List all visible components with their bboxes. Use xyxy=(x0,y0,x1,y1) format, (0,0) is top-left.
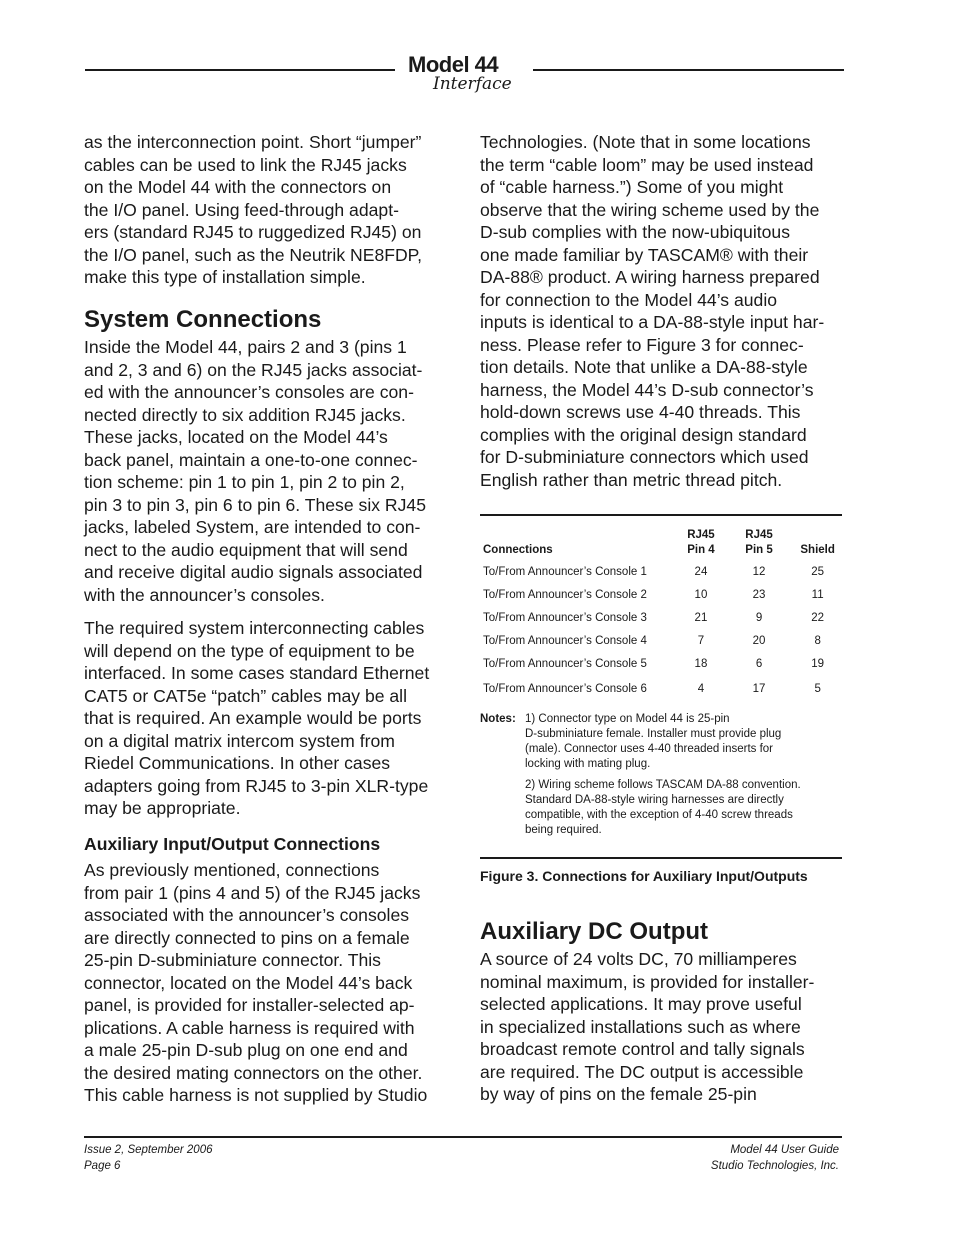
text-line: jacks, labeled System, are intended to con- xyxy=(84,517,421,537)
text-line: D-sub complies with the now-ubiquitous xyxy=(480,222,790,242)
text-line: plications. A cable harness is required with xyxy=(84,1017,415,1038)
text-line: on a digital matrix intercom system from xyxy=(84,730,395,751)
note-2 xyxy=(525,778,801,838)
system-connections-heading: System Connections xyxy=(84,306,322,333)
text-line: adapters going from RJ45 to 3-pin XLR-type xyxy=(84,775,429,796)
text-line: that is required. An example would be ports xyxy=(84,708,422,728)
figure-caption: Figure 3. Connections for Auxiliary Input/Outputs xyxy=(480,868,808,884)
text-line: with the announcer’s consoles. xyxy=(84,584,325,605)
aux-io-heading: Auxiliary Input/Output Connections xyxy=(84,834,381,854)
table-row xyxy=(480,652,841,675)
figure-bottom-rule xyxy=(480,857,842,859)
row-pin5: 20 xyxy=(752,634,766,647)
row-connection-name: To/From Announcer’s Console 6 xyxy=(483,683,647,696)
text-line: These jacks, located on the Model 44’s xyxy=(84,427,388,447)
text-line: a male 25-pin D-sub plug on one end and xyxy=(84,1040,408,1060)
row-pin4: 4 xyxy=(697,683,705,696)
text-line: 25-pin D-subminiature connector. This xyxy=(84,950,381,970)
table-row xyxy=(480,557,841,584)
right-intro-paragraph xyxy=(480,131,824,491)
text-line: will depend on the type of equipment to be xyxy=(84,640,415,661)
notes-label: Notes: xyxy=(480,713,516,725)
text-line: from pair 1 (pins 4 and 5) of the RJ45 jacks xyxy=(84,882,421,903)
column-header-pin4 xyxy=(678,528,724,557)
column-header-shield: Shield xyxy=(800,543,835,556)
note-line: D-subminiature female. Installer must provide plug xyxy=(525,728,782,740)
note-line: (male). Connector uses 4-40 threaded inserts for xyxy=(525,743,774,755)
text-line: selected applications. It may prove useful xyxy=(480,994,802,1014)
text-line: The required system interconnecting cables xyxy=(84,618,425,638)
aux-io-paragraph xyxy=(84,859,427,1107)
text-line: complies with the original design standard xyxy=(480,424,807,445)
table-row xyxy=(480,629,841,652)
text-line: back panel, maintain a one-to-one connec- xyxy=(84,449,418,470)
text-line: cables can be used to link the RJ45 jacks xyxy=(84,154,407,175)
text-line: and 2, 3 and 6) on the RJ45 jacks associat- xyxy=(84,359,423,380)
text-line: for D-subminiature connectors which used xyxy=(480,447,809,467)
footer-guide-title: Model 44 User Guide xyxy=(730,1144,839,1156)
row-pin4: 7 xyxy=(697,634,705,647)
text-line: on the Model 44 with the connectors on xyxy=(84,177,392,197)
row-connection-name: To/From Announcer’s Console 4 xyxy=(483,634,647,647)
row-pin4: 24 xyxy=(694,566,708,579)
header-model-title: Model 44 xyxy=(408,52,499,77)
header-rule-left xyxy=(85,69,395,71)
row-shield: 5 xyxy=(814,683,821,696)
text-line: ness. Please refer to Figure 3 for connec- xyxy=(480,334,804,355)
text-line: the term “cable loom” may be used instead xyxy=(480,154,814,175)
aux-dc-output-paragraph xyxy=(480,948,814,1106)
note-line: being required. xyxy=(525,824,602,836)
figure-top-rule xyxy=(480,514,842,516)
text-line: associated with the announcer’s consoles xyxy=(84,905,410,925)
aux-dc-output-heading: Auxiliary DC Output xyxy=(480,918,709,945)
text-line: As previously mentioned, connections xyxy=(84,860,380,880)
text-line: observe that the wiring scheme used by the xyxy=(480,199,820,220)
text-line: interfaced. In some cases standard Ethernet xyxy=(84,663,430,683)
footer-page-number: Page 6 xyxy=(84,1159,121,1172)
note-line: locking with mating plug. xyxy=(525,758,651,770)
text-line: tion scheme: pin 1 to pin 1, pin 2 to pin 2, xyxy=(84,472,405,492)
note-1 xyxy=(525,712,781,772)
text-line: are directly connected to pins on a female xyxy=(84,927,410,948)
text-line: connector, located on the Model 44’s back xyxy=(84,972,413,993)
connections-table xyxy=(480,528,841,701)
text-line: nominal maximum, is provided for installer- xyxy=(480,971,815,992)
row-shield: 22 xyxy=(811,611,825,624)
footer-company: Studio Technologies, Inc. xyxy=(710,1159,839,1172)
text-line: English rather than metric thread pitch. xyxy=(480,469,783,490)
row-pin4: 10 xyxy=(694,589,708,602)
pin5-header-bottom: Pin 5 xyxy=(745,543,773,556)
row-shield: 25 xyxy=(811,566,825,579)
note-line: compatible, with the exception of 4-40 screw threads xyxy=(525,809,793,821)
row-pin4: 21 xyxy=(694,611,708,624)
text-line: pin 3 to pin 3, pin 6 to pin 6. These six RJ45 xyxy=(84,494,426,515)
column-header-pin5 xyxy=(724,528,795,557)
row-connection-name: To/From Announcer’s Console 2 xyxy=(483,589,647,602)
row-connection-name: To/From Announcer’s Console 5 xyxy=(483,657,647,670)
text-line: panel, is provided for installer-selected ap- xyxy=(84,995,415,1015)
text-line: are required. The DC output is accessible xyxy=(480,1061,804,1082)
text-line: Riedel Communications. In other cases xyxy=(84,753,391,773)
footer-rule xyxy=(84,1136,842,1138)
text-line: ers (standard RJ45 to ruggedized RJ45) on xyxy=(84,222,422,242)
pin4-header-bottom: Pin 4 xyxy=(687,543,715,556)
text-line: the desired mating connectors on the other. xyxy=(84,1062,423,1083)
text-line: A source of 24 volts DC, 70 milliamperes xyxy=(480,949,797,969)
pin5-header-top: RJ45 xyxy=(745,529,773,541)
note-line: 1) Connector type on Model 44 is 25-pin xyxy=(525,713,730,725)
note-line: Standard DA-88-style wiring harnesses are directly xyxy=(525,794,784,806)
row-pin4: 18 xyxy=(694,657,708,670)
row-shield: 8 xyxy=(814,634,821,647)
text-line: This cable harness is not supplied by Studio xyxy=(84,1085,428,1105)
text-line: for connection to the Model 44’s audio xyxy=(480,289,778,310)
row-shield: 19 xyxy=(811,657,825,670)
header-rule-right xyxy=(533,69,844,71)
footer-right xyxy=(711,1143,839,1174)
text-line: nected directly to six addition RJ45 jacks. xyxy=(84,404,406,425)
text-line: by way of pins on the female 25-pin xyxy=(480,1084,757,1104)
text-line: tion details. Note that unlike a DA-88-style xyxy=(480,357,808,377)
table-row xyxy=(480,584,841,607)
header-interface-subtitle: Interface xyxy=(433,74,512,94)
column-header-connections: Connections xyxy=(483,543,553,556)
text-line: harness, the Model 44’s D-sub connector’s xyxy=(480,379,814,400)
text-line: of “cable harness.”) Some of you might xyxy=(480,177,784,197)
left-intro-paragraph xyxy=(84,131,422,289)
text-line: and receive digital audio signals associated xyxy=(84,562,423,582)
text-line: as the interconnection point. Short “jumper” xyxy=(84,132,422,152)
text-line: the I/O panel, such as the Neutrik NE8FDP, xyxy=(84,244,423,265)
row-pin5: 17 xyxy=(752,683,766,696)
text-line: broadcast remote control and tally signals xyxy=(480,1039,805,1059)
text-line: hold-down screws use 4-40 threads. This xyxy=(480,402,801,422)
text-line: DA-88® product. A wiring harness prepared xyxy=(480,267,820,287)
text-line: make this type of installation simple. xyxy=(84,267,366,287)
text-line: nect to the audio equipment that will send xyxy=(84,539,408,560)
footer-left xyxy=(84,1143,213,1174)
row-pin5: 23 xyxy=(752,589,766,602)
row-pin5: 6 xyxy=(755,657,763,670)
table-header-row xyxy=(480,528,841,557)
row-pin5: 9 xyxy=(755,611,763,624)
text-line: Inside the Model 44, pairs 2 and 3 (pins 1 xyxy=(84,337,407,357)
row-connection-name: To/From Announcer’s Console 1 xyxy=(483,566,647,579)
pin4-header-top: RJ45 xyxy=(687,529,715,541)
table-row xyxy=(480,675,841,701)
table-row xyxy=(480,607,841,630)
text-line: in specialized installations such as where xyxy=(480,1016,801,1037)
text-line: the I/O panel. Using feed-through adapt- xyxy=(84,199,399,220)
text-line: one made familiar by TASCAM® with their xyxy=(480,244,809,265)
system-connections-paragraph xyxy=(84,336,426,606)
text-line: may be appropriate. xyxy=(84,798,241,818)
row-connection-name: To/From Announcer’s Console 3 xyxy=(483,611,647,624)
cables-paragraph xyxy=(84,617,429,820)
row-pin5: 12 xyxy=(752,566,766,579)
text-line: inputs is identical to a DA-88-style input har- xyxy=(480,312,825,332)
text-line: ed with the announcer’s consoles are con- xyxy=(84,382,414,402)
row-shield: 11 xyxy=(811,589,824,602)
text-line: CAT5 or CAT5e “patch” cables may be all xyxy=(84,685,408,706)
footer-issue: Issue 2, September 2006 xyxy=(84,1144,213,1156)
text-line: Technologies. (Note that in some locations xyxy=(480,132,811,152)
note-line: 2) Wiring scheme follows TASCAM DA-88 convention. xyxy=(525,779,801,791)
